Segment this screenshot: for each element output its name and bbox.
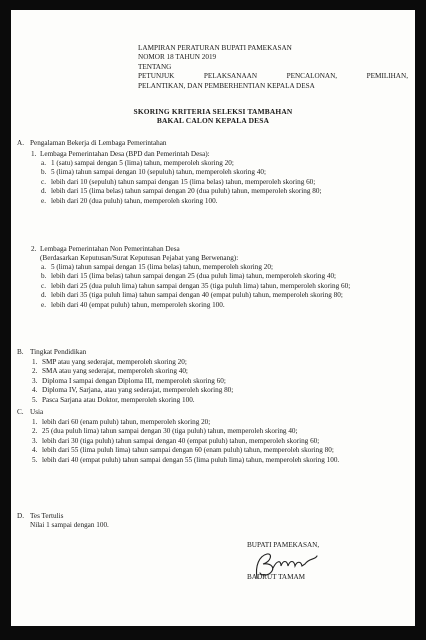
- attachment-header: [138, 44, 408, 91]
- section-c-heading: [17, 408, 43, 417]
- subsection-a2-note: (Berdasarkan Keputusan/Surat Keputusan Pejabat yang Berwenang):: [40, 254, 239, 262]
- signatory-name: BADRUT TAMAM: [247, 573, 306, 581]
- list-item: 2. 25 (dua puluh lima) tahun sampai dengan 30 (tiga puluh) tahun, memperoleh skoring 40;: [32, 427, 298, 436]
- list-item: b. lebih dari 15 (lima belas) tahun sampai dengan 25 (dua puluh lima) tahun, memperoleh skoring 40;: [41, 272, 337, 281]
- subsection-a1-heading: [31, 150, 210, 159]
- list-item: b. 5 (lima) tahun sampai dengan 10 (sepuluh) tahun, memperoleh skoring 40;: [41, 168, 266, 177]
- document-title: SKORING KRITERIA SELEKSI TAMBAHAN: [133, 107, 293, 116]
- list-item: 5. Pasca Sarjana atau Doktor, memperoleh skoring 100.: [32, 395, 195, 404]
- list-item: a. 1 (satu) sampai dengan 5 (lima) tahun, memperoleh skoring 20;: [41, 159, 234, 167]
- list-item: d. lebih dari 15 (lima belas) tahun sampai dengan 20 (dua puluh) tahun, memperoleh skoring 80;: [41, 187, 322, 196]
- subsection-title: Lembaga Pemerintahan Non Pemerintahan Desa: [40, 245, 180, 253]
- header-line: NOMOR 18 TAHUN 2019: [138, 53, 217, 62]
- header-line: PETUNJUK PELAKSANAAN PENCALONAN, PEMILIHAN,: [138, 72, 408, 81]
- section-c-list: [32, 418, 386, 465]
- header-line: TENTANG: [138, 62, 172, 71]
- list-item: d. lebih dari 35 (tiga puluh lima) tahun sampai dengan 40 (empat puluh) tahun, memperoleh skoring 80;: [41, 291, 343, 300]
- list-item: 4. lebih dari 55 (lima puluh lima) tahun sampai dengan 60 (enam puluh) tahun, memperoleh skoring 80;: [32, 446, 334, 455]
- subsection-a2-heading: [31, 245, 180, 254]
- section-title: Pengalaman Bekerja di Lembaga Pemerintahan: [30, 139, 167, 147]
- list-item: 5. lebih dari 40 (empat puluh) tahun sampai dengan 55 (lima puluh lima) tahun, memperoleh skoring 100.: [32, 455, 340, 464]
- list-item: 2. SMA atau yang sederajat, memperoleh skoring 40;: [32, 367, 188, 376]
- list-item: 1. lebih dari 60 (enam puluh) tahun, memperoleh skoring 20;: [32, 418, 211, 426]
- section-title: Usia: [30, 408, 44, 416]
- list-item: c. lebih dari 25 (dua puluh lima) tahun sampai dengan 35 (tiga puluh lima) tahun, memperoleh skoring 60;: [41, 281, 351, 290]
- list-item: e. lebih dari 20 (dua puluh) tahun, memperoleh skoring 100.: [41, 196, 218, 205]
- section-b-list: [32, 358, 386, 405]
- list-item: 3. lebih dari 30 (tiga puluh) tahun sampai dengan 40 (empat puluh) tahun, memperoleh skoring 60;: [32, 436, 320, 445]
- header-line: PELANTIKAN, DAN PEMBERHENTIAN KEPALA DESA: [138, 81, 315, 90]
- section-letter: D.: [17, 512, 24, 520]
- section-d-text: Nilai 1 sampai dengan 100.: [30, 521, 109, 529]
- section-letter: C.: [17, 408, 24, 416]
- list-item: e. lebih dari 40 (empat puluh) tahun, memperoleh skoring 100.: [41, 300, 225, 309]
- section-title: Tes Tertulis: [30, 512, 64, 520]
- document-page: [11, 10, 415, 626]
- list-item: c. lebih dari 10 (sepuluh) tahun sampai dengan 15 (lima belas) tahun, memperoleh skoring 60;: [41, 177, 316, 186]
- document-subtitle: BAKAL CALON KEPALA DESA: [156, 116, 270, 125]
- list-item: a. 5 (lima) tahun sampai dengan 15 (lima belas) tahun, memperoleh skoring 20;: [41, 263, 273, 271]
- signature-title: BUPATI PAMEKASAN,: [247, 541, 320, 549]
- list-item: 3. Diploma I sampai dengan Diploma III, memperoleh skoring 60;: [32, 376, 226, 385]
- list-item: 4. Diploma IV, Sarjana, atau yang sederajat, memperoleh skoring 80;: [32, 386, 234, 395]
- subsection-number: 1.: [31, 150, 37, 158]
- subsection-a1-list: [41, 159, 386, 206]
- subsection-number: 2.: [31, 245, 37, 253]
- header-line: LAMPIRAN PERATURAN BUPATI PAMEKASAN: [138, 44, 292, 52]
- list-item: 1. SMP atau yang sederajat, memperoleh skoring 20;: [32, 358, 187, 366]
- section-b-heading: [17, 348, 86, 357]
- section-title: Tingkat Pendidikan: [30, 348, 87, 356]
- section-a-heading: [17, 139, 167, 148]
- subsection-title: Lembaga Pemerintahan Desa (BPD dan Pemerintah Desa):: [40, 150, 210, 158]
- section-letter: B.: [17, 348, 24, 356]
- section-letter: A.: [17, 139, 24, 147]
- subsection-a2-list: [41, 263, 386, 310]
- section-d-heading: [17, 512, 63, 521]
